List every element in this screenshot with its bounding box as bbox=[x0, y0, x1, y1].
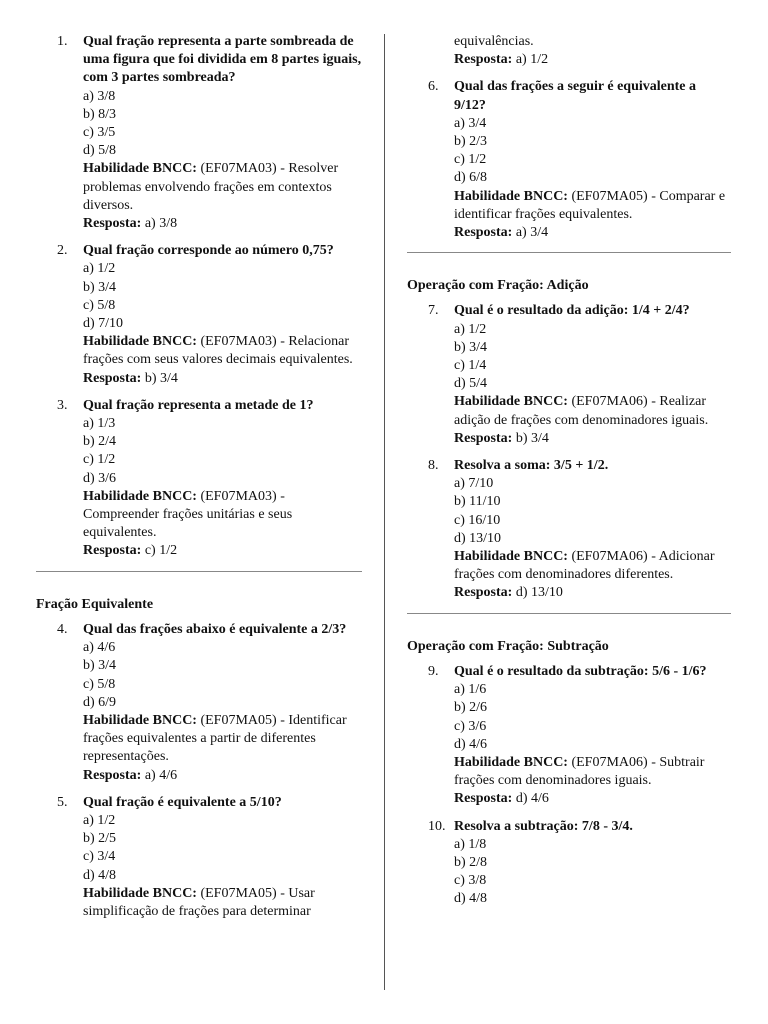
habilidade bbox=[83, 885, 362, 921]
question-title: Qual fração representa a metade de 1? bbox=[83, 397, 314, 413]
habilidade-text: (EF07MA06) - Subtrair frações com denominadores iguais. bbox=[454, 754, 705, 789]
habilidade-label: Habilidade BNCC: bbox=[83, 488, 197, 504]
habilidade bbox=[454, 548, 731, 584]
habilidade bbox=[454, 188, 731, 224]
option-b: b) 2/3 bbox=[454, 134, 488, 150]
option-b: b) 3/4 bbox=[83, 658, 117, 674]
section-title-adicao: Operação com Fração: Adição bbox=[407, 278, 589, 294]
resposta bbox=[83, 542, 362, 560]
option-a: a) 1/2 bbox=[83, 261, 116, 277]
left-column bbox=[36, 33, 362, 930]
habilidade-label: Habilidade BNCC: bbox=[454, 754, 568, 770]
habilidade-label: Habilidade BNCC: bbox=[454, 394, 568, 410]
resposta-label: Resposta: bbox=[83, 370, 142, 386]
option-c: c) 3/6 bbox=[454, 718, 487, 734]
habilidade-label: Habilidade BNCC: bbox=[83, 712, 197, 728]
question-number: 5. bbox=[57, 794, 68, 810]
right-column bbox=[407, 33, 731, 918]
resposta-label: Resposta: bbox=[454, 791, 513, 807]
resposta-text: a) 3/4 bbox=[515, 225, 549, 241]
option-a: a) 1/3 bbox=[83, 416, 116, 432]
habilidade-text: (EF07MA05) - Identificar frações equivalentes a partir de diferentes representações. bbox=[83, 712, 347, 765]
resposta-text: a) 1/2 bbox=[515, 52, 549, 68]
option-b: b) 2/4 bbox=[83, 434, 117, 450]
option-d: d) 4/8 bbox=[83, 867, 117, 883]
resposta-label: Resposta: bbox=[454, 225, 513, 241]
option-b: b) 2/5 bbox=[83, 831, 117, 847]
option-d: d) 5/8 bbox=[83, 143, 117, 159]
option-d: d) 5/4 bbox=[454, 376, 488, 392]
habilidade bbox=[83, 712, 362, 767]
option-a: a) 1/2 bbox=[454, 321, 487, 337]
habilidade-label: Habilidade BNCC: bbox=[83, 334, 197, 350]
option-a: a) 7/10 bbox=[454, 476, 494, 492]
option-c: c) 1/2 bbox=[454, 152, 487, 168]
column-divider bbox=[384, 34, 385, 990]
option-a: a) 3/4 bbox=[454, 115, 487, 131]
habilidade-text: (EF07MA03) - Compreender frações unitárias e seus equivalentes. bbox=[83, 488, 293, 541]
habilidade-text: (EF07MA06) - Realizar adição de frações com denominadores iguais. bbox=[454, 394, 709, 428]
resposta bbox=[83, 215, 362, 233]
question-7 bbox=[407, 302, 731, 448]
resposta-text: d) 13/10 bbox=[515, 585, 563, 601]
section-title-subtracao: Operação com Fração: Subtração bbox=[407, 638, 609, 654]
option-c: c) 1/2 bbox=[83, 452, 116, 468]
option-b: b) 8/3 bbox=[83, 106, 117, 122]
question-title: Resolva a soma: 3/5 + 1/2. bbox=[454, 458, 609, 474]
question-title: Qual fração é equivalente a 5/10? bbox=[83, 794, 282, 810]
habilidade-label: Habilidade BNCC: bbox=[83, 161, 197, 177]
option-d: d) 4/6 bbox=[454, 736, 488, 752]
option-a: a) 1/2 bbox=[83, 812, 116, 828]
question-title: Qual fração corresponde ao número 0,75? bbox=[83, 243, 334, 259]
resposta-label: Resposta: bbox=[454, 52, 513, 68]
habilidade bbox=[454, 393, 731, 429]
resposta-text: d) 4/6 bbox=[515, 791, 549, 807]
resposta bbox=[454, 224, 731, 242]
resposta-text: a) 4/6 bbox=[144, 767, 178, 783]
option-c: c) 16/10 bbox=[454, 512, 501, 528]
resposta bbox=[454, 790, 731, 808]
resposta-label: Resposta: bbox=[83, 543, 142, 559]
question-9 bbox=[407, 663, 731, 809]
resposta bbox=[454, 51, 731, 69]
option-d: d) 13/10 bbox=[454, 530, 502, 546]
resposta bbox=[454, 430, 731, 448]
question-number: 8. bbox=[428, 458, 439, 474]
habilidade-text: (EF07MA03) - Resolver problemas envolvendo frações em contextos diversos. bbox=[83, 161, 339, 213]
question-title: Qual fração representa a parte sombreada de uma figura que foi dividida em 8 partes iguais, com 3 partes sombreada? bbox=[83, 34, 362, 86]
option-c: c) 5/8 bbox=[83, 676, 116, 692]
habilidade bbox=[83, 488, 362, 543]
resposta-text: c) 1/2 bbox=[144, 543, 178, 559]
option-c: c) 5/8 bbox=[83, 297, 116, 313]
question-3 bbox=[36, 397, 362, 561]
option-c: c) 3/8 bbox=[454, 873, 487, 889]
question-2 bbox=[36, 242, 362, 388]
option-b: b) 11/10 bbox=[454, 494, 501, 510]
resposta-text: b) 3/4 bbox=[515, 430, 549, 446]
habilidade-text: (EF07MA03) - Relacionar frações com seus valores decimais equivalentes. bbox=[83, 334, 353, 368]
option-d: d) 6/8 bbox=[454, 170, 488, 186]
habilidade-text: (EF07MA05) - Comparar e identificar frações equivalentes. bbox=[454, 188, 726, 222]
resposta-label: Resposta: bbox=[454, 430, 513, 446]
resposta-label: Resposta: bbox=[83, 767, 142, 783]
option-b: b) 2/8 bbox=[454, 854, 488, 870]
option-b: b) 3/4 bbox=[83, 279, 117, 295]
option-b: b) 2/6 bbox=[454, 700, 488, 716]
question-5-continued bbox=[407, 33, 731, 69]
resposta bbox=[83, 370, 362, 388]
section-title-equivalente: Fração Equivalente bbox=[36, 596, 154, 612]
option-c: c) 1/4 bbox=[454, 358, 487, 374]
question-number: 2. bbox=[57, 243, 68, 259]
habilidade bbox=[83, 160, 362, 215]
question-5 bbox=[36, 794, 362, 921]
question-title: Resolva a subtração: 7/8 - 3/4. bbox=[454, 818, 633, 834]
question-title: Qual é o resultado da subtração: 5/6 - 1/6? bbox=[454, 663, 707, 679]
section-divider bbox=[36, 571, 362, 572]
question-number: 4. bbox=[57, 621, 68, 637]
option-d: d) 4/8 bbox=[454, 891, 488, 907]
resposta bbox=[83, 767, 362, 785]
option-d: d) 7/10 bbox=[83, 316, 124, 332]
question-4 bbox=[36, 621, 362, 785]
option-a: a) 1/6 bbox=[454, 682, 487, 698]
question-10 bbox=[407, 818, 731, 909]
resposta-label: Resposta: bbox=[454, 585, 513, 601]
section-divider bbox=[407, 252, 731, 253]
resposta-label: Resposta: bbox=[83, 216, 142, 232]
question-1 bbox=[36, 33, 362, 233]
question-title: Qual é o resultado da adição: 1/4 + 2/4? bbox=[454, 303, 690, 319]
question-8 bbox=[407, 457, 731, 603]
option-a: a) 4/6 bbox=[83, 640, 116, 656]
resposta-text: b) 3/4 bbox=[144, 370, 178, 386]
question-title: Qual das frações a seguir é equivalente a 9/12? bbox=[454, 79, 697, 113]
option-b: b) 3/4 bbox=[454, 339, 488, 355]
resposta-text: a) 3/8 bbox=[144, 216, 178, 232]
question-title: Qual das frações abaixo é equivalente a 2/3? bbox=[83, 621, 347, 637]
question-number: 7. bbox=[428, 303, 439, 319]
option-a: a) 1/8 bbox=[454, 836, 487, 852]
question-number: 6. bbox=[428, 79, 439, 95]
habilidade bbox=[454, 754, 731, 790]
question-number: 10. bbox=[428, 818, 446, 834]
question-number: 9. bbox=[428, 663, 439, 679]
question-number: 3. bbox=[57, 397, 68, 413]
option-d: d) 3/6 bbox=[83, 470, 117, 486]
habilidade-label: Habilidade BNCC: bbox=[454, 188, 568, 204]
question-number: 1. bbox=[57, 34, 68, 49]
resposta bbox=[454, 584, 731, 602]
habilidade-label: Habilidade BNCC: bbox=[83, 885, 197, 901]
option-d: d) 6/9 bbox=[83, 694, 117, 710]
question-6 bbox=[407, 78, 731, 242]
habilidade-label: Habilidade BNCC: bbox=[454, 549, 568, 565]
option-a: a) 3/8 bbox=[83, 88, 116, 104]
habilidade bbox=[83, 333, 362, 369]
habilidade-text-continued: equivalências. bbox=[454, 34, 534, 49]
option-c: c) 3/4 bbox=[83, 849, 116, 865]
section-divider bbox=[407, 613, 731, 614]
option-c: c) 3/5 bbox=[83, 125, 116, 141]
habilidade-text: (EF07MA05) - Usar simplificação de frações para determinar bbox=[83, 885, 315, 919]
habilidade-text: (EF07MA06) - Adicionar frações com denominadores diferentes. bbox=[454, 549, 715, 583]
